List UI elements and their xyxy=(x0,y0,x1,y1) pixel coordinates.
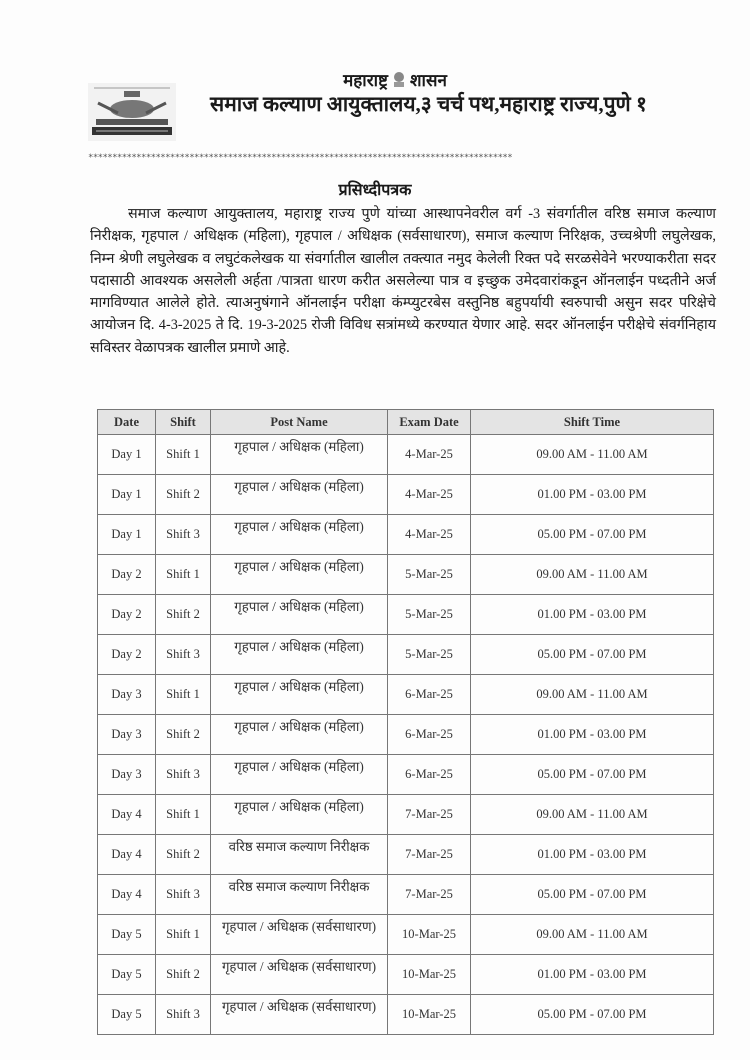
table-row xyxy=(98,875,714,915)
cell-exam-date: 7-Mar-25 xyxy=(388,795,471,835)
cell-date: Day 2 xyxy=(98,635,156,675)
cell-post-name: गृहपाल / अधिक्षक (महिला) xyxy=(211,675,388,715)
cell-date: Day 1 xyxy=(98,475,156,515)
cell-post-name: वरिष्ठ समाज कल्याण निरीक्षक xyxy=(211,875,388,915)
table-row xyxy=(98,755,714,795)
cell-exam-date: 5-Mar-25 xyxy=(388,555,471,595)
table-row xyxy=(98,715,714,755)
table-row xyxy=(98,915,714,955)
table-row xyxy=(98,555,714,595)
cell-shift-time: 05.00 PM - 07.00 PM xyxy=(471,875,714,915)
cell-exam-date: 5-Mar-25 xyxy=(388,595,471,635)
cell-exam-date: 7-Mar-25 xyxy=(388,875,471,915)
cell-post-name: गृहपाल / अधिक्षक (सर्वसाधारण) xyxy=(211,955,388,995)
cell-shift: Shift 3 xyxy=(156,875,211,915)
table-body xyxy=(98,435,714,1035)
cell-shift-time: 01.00 PM - 03.00 PM xyxy=(471,715,714,755)
cell-shift: Shift 3 xyxy=(156,515,211,555)
cell-shift: Shift 1 xyxy=(156,555,211,595)
cell-date: Day 3 xyxy=(98,715,156,755)
notice-body: समाज कल्याण आयुक्तालय, महाराष्ट्र राज्य पुणे यांच्या आस्थापनेवरील वर्ग -3 संवर्गातील वरिष्ठ समाज कल्याण निरीक्षक, गृहपाल / अधिक्षक (महिला), गृहपाल / अधिक्षक (सर्वसाधारण), समाज कल्याण निरिक्षक, उच्चश्रेणी लघुलेखक, निम्न श्रेणी लघुलेखक व लघुटंकलेखक या संवर्गातील खालील तक्त्यात नमुद केलेली रिक्त पदे सरळसेवेने भरण्याकरीता सदर पदासाठी आवश्यक असलेली अर्हता /पात्रता धारण करीत असलेल्या पात्र व इच्छुक उमेदवारांकडून ऑनलाईन पध्दतीने अर्ज मागविण्यात आलेले होते. त्याअनुषंगाने ऑनलाईन परीक्षा कंम्प्युटरबेस वस्तुनिष्ठ बहुपर्यायी स्वरुपाची असुन सदर परिक्षेचे आयोजन दि. 4-3-2025 ते दि. 19-3-2025 रोजी विविध सत्रांमध्ये करण्यात येणार आहे. सदर ऑनलाईन परीक्षेचे संवर्गनिहाय सविस्तर वेळापत्रक खालील प्रमाणे आहे. xyxy=(90,206,716,356)
cell-shift: Shift 2 xyxy=(156,595,211,635)
header-shift-time: Shift Time xyxy=(471,410,714,435)
office-address: समाज कल्याण आयुक्तालय,३ चर्च पथ,महाराष्ट्र राज्य,पुणे १ xyxy=(210,92,647,116)
cell-exam-date: 10-Mar-25 xyxy=(388,915,471,955)
table-row xyxy=(98,835,714,875)
cell-exam-date: 4-Mar-25 xyxy=(388,475,471,515)
cell-shift-time: 09.00 AM - 11.00 AM xyxy=(471,795,714,835)
header-post-name: Post Name xyxy=(211,410,388,435)
cell-shift-time: 05.00 PM - 07.00 PM xyxy=(471,755,714,795)
notice-title: प्रसिध्दीपत्रक xyxy=(338,182,412,199)
cell-date: Day 4 xyxy=(98,875,156,915)
table-row xyxy=(98,435,714,475)
cell-shift: Shift 3 xyxy=(156,755,211,795)
cell-date: Day 3 xyxy=(98,755,156,795)
cell-post-name: वरिष्ठ समाज कल्याण निरीक्षक xyxy=(211,835,388,875)
cell-post-name: गृहपाल / अधिक्षक (सर्वसाधारण) xyxy=(211,995,388,1035)
cell-shift-time: 05.00 PM - 07.00 PM xyxy=(471,515,714,555)
exam-schedule-table xyxy=(97,409,714,1035)
header-exam-date: Exam Date xyxy=(388,410,471,435)
header-date: Date xyxy=(98,410,156,435)
cell-post-name: गृहपाल / अधिक्षक (महिला) xyxy=(211,515,388,555)
table-row xyxy=(98,475,714,515)
cell-post-name: गृहपाल / अधिक्षक (सर्वसाधारण) xyxy=(211,915,388,955)
cell-post-name: गृहपाल / अधिक्षक (महिला) xyxy=(211,555,388,595)
cell-exam-date: 10-Mar-25 xyxy=(388,995,471,1035)
cell-shift: Shift 1 xyxy=(156,795,211,835)
cell-shift-time: 01.00 PM - 03.00 PM xyxy=(471,595,714,635)
table-row xyxy=(98,515,714,555)
cell-shift: Shift 1 xyxy=(156,435,211,475)
cell-date: Day 4 xyxy=(98,795,156,835)
cell-date: Day 5 xyxy=(98,955,156,995)
cell-exam-date: 10-Mar-25 xyxy=(388,955,471,995)
table-row xyxy=(98,995,714,1035)
cell-shift-time: 01.00 PM - 03.00 PM xyxy=(471,475,714,515)
cell-exam-date: 7-Mar-25 xyxy=(388,835,471,875)
national-emblem-icon xyxy=(392,71,406,89)
cell-date: Day 1 xyxy=(98,515,156,555)
cell-shift: Shift 1 xyxy=(156,915,211,955)
header-shasan: शासन xyxy=(410,71,447,90)
cell-shift: Shift 1 xyxy=(156,675,211,715)
cell-shift: Shift 2 xyxy=(156,715,211,755)
cell-exam-date: 6-Mar-25 xyxy=(388,755,471,795)
cell-shift: Shift 2 xyxy=(156,835,211,875)
cell-exam-date: 4-Mar-25 xyxy=(388,435,471,475)
cell-shift-time: 01.00 PM - 03.00 PM xyxy=(471,955,714,995)
cell-post-name: गृहपाल / अधिक्षक (महिला) xyxy=(211,755,388,795)
separator-line: **************************************************************************************** xyxy=(88,153,513,163)
cell-date: Day 2 xyxy=(98,555,156,595)
cell-shift-time: 09.00 AM - 11.00 AM xyxy=(471,915,714,955)
cell-exam-date: 6-Mar-25 xyxy=(388,675,471,715)
cell-date: Day 5 xyxy=(98,915,156,955)
cell-date: Day 3 xyxy=(98,675,156,715)
cell-shift: Shift 3 xyxy=(156,995,211,1035)
table-header-row xyxy=(98,410,714,435)
cell-exam-date: 6-Mar-25 xyxy=(388,715,471,755)
cell-date: Day 5 xyxy=(98,995,156,1035)
cell-date: Day 2 xyxy=(98,595,156,635)
table-row xyxy=(98,675,714,715)
cell-post-name: गृहपाल / अधिक्षक (महिला) xyxy=(211,795,388,835)
cell-shift: Shift 2 xyxy=(156,475,211,515)
government-name xyxy=(0,68,750,91)
cell-shift-time: 01.00 PM - 03.00 PM xyxy=(471,835,714,875)
cell-date: Day 4 xyxy=(98,835,156,875)
cell-exam-date: 4-Mar-25 xyxy=(388,515,471,555)
cell-shift-time: 09.00 AM - 11.00 AM xyxy=(471,675,714,715)
cell-post-name: गृहपाल / अधिक्षक (महिला) xyxy=(211,635,388,675)
table-row xyxy=(98,635,714,675)
table-row xyxy=(98,955,714,995)
cell-shift: Shift 3 xyxy=(156,635,211,675)
cell-date: Day 1 xyxy=(98,435,156,475)
department-logo-icon xyxy=(88,83,176,141)
cell-post-name: गृहपाल / अधिक्षक (महिला) xyxy=(211,475,388,515)
header-shift: Shift xyxy=(156,410,211,435)
cell-shift: Shift 2 xyxy=(156,955,211,995)
cell-post-name: गृहपाल / अधिक्षक (महिला) xyxy=(211,715,388,755)
cell-post-name: गृहपाल / अधिक्षक (महिला) xyxy=(211,595,388,635)
cell-shift-time: 05.00 PM - 07.00 PM xyxy=(471,635,714,675)
cell-shift-time: 09.00 AM - 11.00 AM xyxy=(471,555,714,595)
cell-exam-date: 5-Mar-25 xyxy=(388,635,471,675)
cell-shift-time: 05.00 PM - 07.00 PM xyxy=(471,995,714,1035)
table-row xyxy=(98,595,714,635)
cell-post-name: गृहपाल / अधिक्षक (महिला) xyxy=(211,435,388,475)
header-maharashtra: महाराष्ट्र xyxy=(343,71,388,90)
table-row xyxy=(98,795,714,835)
cell-shift-time: 09.00 AM - 11.00 AM xyxy=(471,435,714,475)
